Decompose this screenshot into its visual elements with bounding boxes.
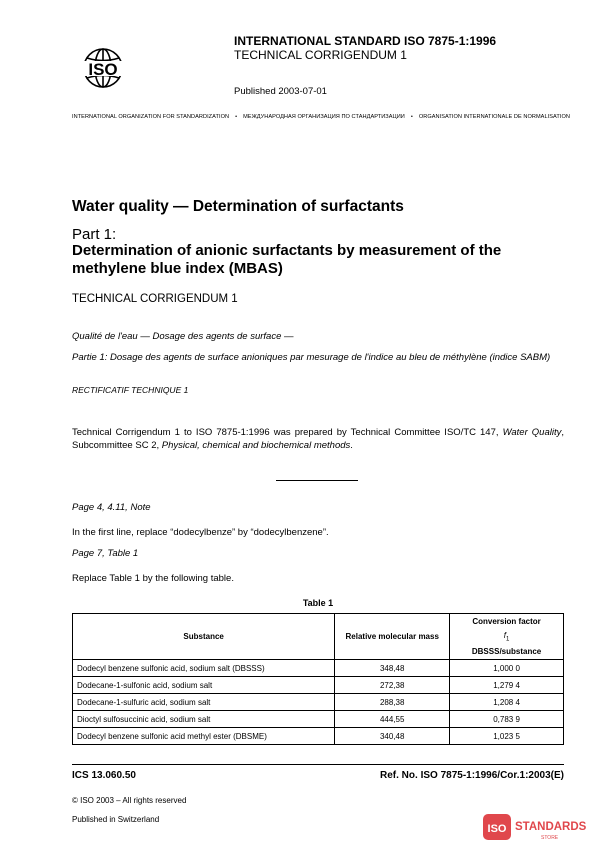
reference-number: Ref. No. ISO 7875-1:1996/Cor.1:2003(E) bbox=[380, 770, 564, 781]
table-header-row bbox=[73, 614, 564, 660]
separator-rule bbox=[276, 480, 358, 481]
cell-mass: 272,38 bbox=[335, 677, 450, 694]
cell-substance: Dodecyl benzene sulfonic acid methyl ester (DBSME) bbox=[73, 728, 335, 745]
correction-text-2: Replace Table 1 by the following table. bbox=[72, 573, 234, 584]
technical-corrigendum-label: TECHNICAL CORRIGENDUM 1 bbox=[72, 293, 238, 305]
french-corrigendum: RECTIFICATIF TECHNIQUE 1 bbox=[72, 385, 189, 395]
table-row bbox=[73, 660, 564, 677]
correction-ref-2: Page 7, Table 1 bbox=[72, 548, 139, 559]
correction-text-1: In the first line, replace “dodecylbenze” by “dodecylbenzene”. bbox=[72, 527, 329, 538]
iso-standards-store-logo bbox=[483, 811, 593, 845]
cell-mass: 348,48 bbox=[335, 660, 450, 677]
svg-text:STORE: STORE bbox=[541, 835, 559, 841]
intro-paragraph: Technical Corrigendum 1 to ISO 7875-1:1996 was prepared by Technical Committee ISO/TC 147, Water Quality, Subcommittee SC 2, Physical, chemical and biochemical methods. bbox=[72, 427, 565, 451]
corrigendum-label: TECHNICAL CORRIGENDUM 1 bbox=[234, 48, 407, 62]
data-table bbox=[72, 613, 564, 745]
table-row bbox=[73, 677, 564, 694]
org-french: ORGANISATION INTERNATIONALE DE NORMALISATION bbox=[418, 114, 570, 120]
document-title: Water quality — Determination of surfactants bbox=[72, 198, 404, 215]
copyright: © ISO 2003 – All rights reserved bbox=[72, 796, 187, 805]
iso-logo bbox=[72, 40, 134, 96]
cell-substance: Dodecane-1-sulfuric acid, sodium salt bbox=[73, 694, 335, 711]
french-part-title: Partie 1: Dosage des agents de surface anioniques par mesurage de l'indice au bleu de méthylène (indice SABM) bbox=[72, 352, 551, 363]
cell-substance: Dodecyl benzene sulfonic acid, sodium salt (DBSSS) bbox=[73, 660, 335, 677]
cell-mass: 288,38 bbox=[335, 694, 450, 711]
cell-substance: Dioctyl sulfosuccinic acid, sodium salt bbox=[73, 711, 335, 728]
org-english: INTERNATIONAL ORGANIZATION FOR STANDARDIZATION bbox=[72, 114, 230, 120]
header-mass: Relative molecular mass bbox=[335, 614, 450, 660]
factor-symbol: $f_1$ bbox=[503, 630, 510, 643]
cell-factor: 1,000 0 bbox=[450, 660, 564, 677]
cell-mass: 340,48 bbox=[335, 728, 450, 745]
header-substance: Substance bbox=[73, 614, 335, 660]
organization-line: INTERNATIONAL ORGANIZATION FOR STANDARDIZATION • МЕЖДУНАРОДНАЯ ОРГАНИЗАЦИЯ ПО СТАНДАРТИЗАЦИИ • ORGANISATION INTERNATIONALE DE NORMALISATION bbox=[72, 114, 570, 120]
header-factor: Conversion factor $f_1$ DBSSS/substance bbox=[450, 614, 564, 660]
published-in: Published in Switzerland bbox=[72, 815, 160, 824]
standard-number: INTERNATIONAL STANDARD ISO 7875-1:1996 bbox=[234, 34, 497, 48]
cell-factor: 1,279 4 bbox=[450, 677, 564, 694]
french-title: Qualité de l'eau — Dosage des agents de surface — bbox=[72, 331, 294, 342]
correction-ref-1: Page 4, 4.11, Note bbox=[72, 502, 151, 513]
part-subtitle: Determination of anionic surfactants by measurement of the methylene blue index (MBAS) bbox=[72, 242, 502, 277]
cell-factor: 0,783 9 bbox=[450, 711, 564, 728]
published-date: Published 2003-07-01 bbox=[234, 86, 327, 97]
footer-rule bbox=[72, 764, 564, 765]
svg-text:STANDARDS: STANDARDS bbox=[515, 821, 587, 833]
cell-mass: 444,55 bbox=[335, 711, 450, 728]
part-label: Part 1: bbox=[72, 226, 117, 243]
table-row bbox=[73, 711, 564, 728]
table-row bbox=[73, 694, 564, 711]
cell-factor: 1,208 4 bbox=[450, 694, 564, 711]
table-row bbox=[73, 728, 564, 745]
svg-text:ISO: ISO bbox=[487, 823, 507, 835]
iso-logo-text: ISO bbox=[88, 60, 118, 79]
ics-code: ICS 13.060.50 bbox=[72, 770, 136, 781]
cell-factor: 1,023 5 bbox=[450, 728, 564, 745]
org-russian: МЕЖДУНАРОДНАЯ ОРГАНИЗАЦИЯ ПО СТАНДАРТИЗАЦИИ bbox=[243, 114, 405, 120]
cell-substance: Dodecane-1-sulfonic acid, sodium salt bbox=[73, 677, 335, 694]
table-caption: Table 1 bbox=[302, 598, 334, 608]
